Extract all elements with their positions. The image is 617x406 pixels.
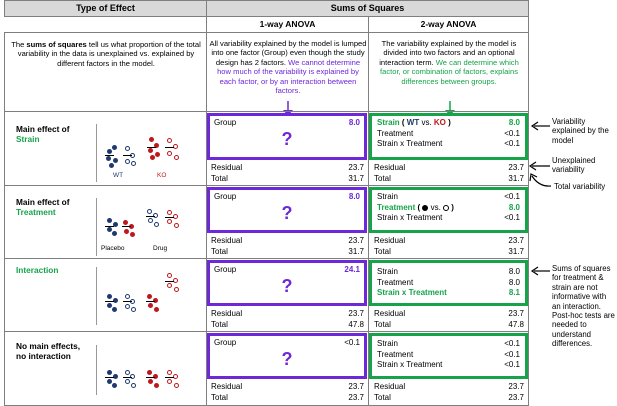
- dot: [174, 155, 179, 160]
- intro-1-post: tell us what proportion of the total variability in the data is unexplained vs. explained by different factors in the model.: [17, 40, 201, 68]
- total-line: [211, 174, 364, 185]
- dot: [167, 379, 172, 384]
- total-label: Total: [211, 246, 228, 256]
- mean-line: [105, 226, 114, 227]
- oneway-group-box-row3: [207, 260, 367, 306]
- row1-label-line2: Strain: [16, 134, 40, 144]
- residual-value: 23.7: [348, 236, 364, 245]
- treatment-value: 8.0: [508, 202, 520, 212]
- row3-label: [16, 265, 58, 275]
- strain-label: Strain: [377, 192, 398, 201]
- dot: [154, 222, 159, 227]
- dot: [131, 161, 136, 166]
- total-line: [374, 174, 524, 185]
- header-twoway: 2-way ANOVA: [420, 19, 477, 29]
- total-line: [374, 247, 524, 258]
- total-value: 47.8: [348, 319, 364, 329]
- dot: [167, 151, 172, 156]
- residual-label: Residual: [211, 236, 243, 245]
- dot: [112, 145, 117, 150]
- mean-line: [122, 226, 131, 227]
- dot: [125, 379, 130, 384]
- dot: [174, 383, 179, 388]
- row2-label: [16, 197, 69, 217]
- annotation-interaction-note: Sums of squares for treatment & strain are not informative with an interaction. Post-hoc tests are needed to understand differences.: [552, 264, 615, 349]
- group-label: Group: [214, 192, 237, 201]
- treatment-label: Treatment: [377, 349, 414, 359]
- dot: [107, 218, 112, 223]
- row2-label-line1: Main effect of: [16, 197, 70, 207]
- residual-value: 23.7: [508, 236, 524, 245]
- twoway-residual-row1: [374, 163, 524, 184]
- dot: [148, 148, 153, 153]
- intro-text-1: [8, 40, 204, 68]
- mean-line: [165, 217, 174, 218]
- total-value: 31.7: [348, 173, 364, 183]
- mean-line: [165, 281, 174, 282]
- dot: [167, 273, 172, 278]
- twoway-interaction-line: [377, 139, 520, 150]
- treatment-open: (: [415, 202, 423, 212]
- treatment-term: [377, 203, 454, 214]
- total-line: [211, 393, 364, 404]
- residual-line: [374, 163, 524, 174]
- question-mark: ?: [281, 348, 293, 369]
- interaction-label: Strain x Treatment: [377, 213, 443, 222]
- dot: [125, 370, 130, 375]
- mean-line: [123, 301, 132, 302]
- row2-label-line2: Treatment: [16, 207, 56, 217]
- residual-line: [211, 236, 364, 247]
- curved-arrow-icon-total: [527, 170, 553, 192]
- strain-ko: KO: [433, 118, 446, 127]
- group-value: 8.0: [348, 192, 360, 201]
- oneway-group-line: [214, 265, 360, 276]
- dotplot-row2: [96, 198, 197, 256]
- oneway-group-box-row4: [207, 333, 367, 379]
- dot: [124, 229, 129, 234]
- residual-label: Residual: [211, 309, 243, 318]
- twoway-interaction-line: [377, 213, 520, 224]
- strain-open: (: [399, 118, 407, 127]
- intro-1-pre: The: [11, 40, 27, 49]
- intro-1-bold: sums of squares: [26, 40, 87, 49]
- dot: [155, 152, 160, 157]
- residual-value: 23.7: [508, 382, 524, 391]
- total-line: [374, 393, 524, 404]
- row4-label-line2: no interaction: [16, 351, 71, 361]
- group-value: <0.1: [344, 338, 360, 347]
- question-mark: ?: [281, 275, 293, 296]
- strain-wt: WT: [406, 118, 420, 127]
- residual-line: [374, 382, 524, 393]
- total-value: 23.7: [348, 392, 364, 402]
- plot-label-ko: KO: [157, 172, 167, 179]
- dot: [147, 294, 152, 299]
- intro-2-black: All variability explained by the model is lumped into one factor (Group) even though the study design has 2 factors.: [209, 39, 367, 67]
- dot: [167, 283, 172, 288]
- total-label: Total: [211, 173, 228, 183]
- dot: [125, 159, 130, 164]
- annotation-explained: Variability explained by the model: [552, 117, 609, 145]
- dot: [107, 294, 112, 299]
- annotation-total: Total variability: [554, 182, 606, 191]
- mean-line: [123, 155, 132, 156]
- plot-label-placebo: Placebo: [101, 245, 125, 252]
- dot: [150, 155, 155, 160]
- total-value: 47.8: [508, 319, 524, 329]
- dotplot-row3: [96, 267, 197, 325]
- interaction-value: <0.1: [504, 360, 520, 369]
- twoway-treatment-line: [377, 350, 520, 361]
- dot: [107, 227, 112, 232]
- twoway-box-row3: [369, 260, 528, 306]
- residual-value: 23.7: [508, 309, 524, 318]
- twoway-box-row1: [369, 113, 528, 160]
- residual-label: Residual: [374, 309, 406, 318]
- twoway-strain-line: [377, 192, 520, 203]
- mean-line: [123, 377, 132, 378]
- interaction-label: Strain x Treatment: [377, 360, 443, 369]
- twoway-residual-row4: [374, 382, 524, 403]
- total-line: [211, 320, 364, 331]
- dot: [130, 232, 135, 237]
- twoway-box-row2: [369, 187, 528, 233]
- total-label: Total: [374, 319, 391, 329]
- group-value: 24.1: [344, 265, 360, 274]
- treatment-label: Treatment: [377, 128, 414, 138]
- dot: [167, 138, 172, 143]
- strain-value: 8.0: [508, 118, 520, 127]
- twoway-treatment-line: [377, 203, 520, 214]
- intro-text-2: [209, 39, 367, 95]
- oneway-group-line: [214, 192, 360, 203]
- dot: [147, 209, 152, 214]
- strain-term: [377, 118, 451, 129]
- mean-line: [105, 377, 114, 378]
- intro-3-black: The variability explained by the model is divided into two factors and an optional interaction term.: [379, 39, 517, 67]
- residual-line: [211, 163, 364, 174]
- dot: [167, 219, 172, 224]
- dot: [131, 307, 136, 312]
- twoway-residual-row2: [374, 236, 524, 257]
- group-value: 8.0: [348, 118, 360, 127]
- total-label: Total: [374, 246, 391, 256]
- mean-line: [146, 301, 155, 302]
- residual-value: 23.7: [508, 163, 524, 172]
- question-mark: ?: [281, 202, 293, 223]
- twoway-residual-row3: [374, 309, 524, 330]
- intro-text-3: [371, 39, 527, 86]
- left-arrow-icon-explained: [529, 121, 551, 131]
- dotplot-row4: [96, 345, 197, 395]
- total-line: [211, 247, 364, 258]
- dot: [107, 303, 112, 308]
- strain-value: 8.0: [508, 267, 520, 276]
- intro-3-green: We can determine which factor, or combination of factors, explains differences between groups.: [379, 57, 519, 86]
- mean-line: [146, 216, 155, 217]
- oneway-group-line: [214, 338, 360, 349]
- residual-label: Residual: [374, 382, 406, 391]
- question-mark: ?: [281, 128, 293, 149]
- dot: [154, 307, 159, 312]
- dot: [148, 379, 153, 384]
- residual-label: Residual: [211, 163, 243, 172]
- treatment-label: Treatment: [377, 202, 416, 212]
- oneway-group-line: [214, 118, 360, 129]
- total-value: 23.7: [508, 392, 524, 402]
- left-arrow-icon-interaction-note: [529, 266, 551, 276]
- strain-label: Strain: [377, 339, 398, 348]
- residual-label: Residual: [211, 382, 243, 391]
- mean-line: [165, 147, 174, 148]
- plot-label-drug: Drug: [153, 245, 168, 252]
- interaction-value: <0.1: [504, 139, 520, 148]
- dot: [112, 307, 117, 312]
- dot: [125, 304, 130, 309]
- dot: [125, 146, 130, 151]
- oneway-residual-row2: [211, 236, 364, 257]
- annotation-unexplained: Unexplained variability: [552, 156, 596, 175]
- twoway-treatment-line: [377, 129, 520, 140]
- dot: [174, 223, 179, 228]
- residual-line: [211, 309, 364, 320]
- dot: [148, 303, 153, 308]
- interaction-value: <0.1: [504, 213, 520, 222]
- oneway-residual-row4: [211, 382, 364, 403]
- header-type-of-effect: Type of Effect: [4, 0, 207, 17]
- dot: [109, 163, 114, 168]
- dot: [107, 370, 112, 375]
- twoway-strain-line: [377, 339, 520, 350]
- dot: [149, 137, 154, 142]
- dot: [112, 231, 117, 236]
- twoway-strain-line: [377, 267, 520, 278]
- dot: [113, 158, 118, 163]
- oneway-group-box-row1: [207, 113, 367, 160]
- total-value: 31.7: [508, 173, 524, 183]
- dot: [148, 218, 153, 223]
- residual-value: 23.7: [348, 382, 364, 391]
- dot: [167, 370, 172, 375]
- twoway-interaction-line: [377, 360, 520, 371]
- residual-label: Residual: [374, 236, 406, 245]
- dot: [107, 149, 112, 154]
- header-sums-of-squares: Sums of Squares: [206, 0, 529, 17]
- strain-vs: vs.: [419, 118, 434, 127]
- residual-value: 23.7: [348, 309, 364, 318]
- twoway-strain-line: [377, 118, 520, 129]
- interaction-label: Strain x Treatment: [377, 288, 447, 297]
- total-label: Total: [211, 319, 228, 329]
- mean-line: [105, 155, 114, 156]
- dot: [125, 294, 130, 299]
- strain-close: ): [445, 118, 451, 127]
- treatment-close: ): [449, 202, 454, 212]
- treatment-value: 8.0: [508, 277, 520, 287]
- group-label: Group: [214, 338, 237, 347]
- total-label: Total: [374, 173, 391, 183]
- row1-label-line1: Main effect of: [16, 124, 70, 134]
- total-label: Total: [374, 392, 391, 402]
- row4-label-line1: No main effects,: [16, 341, 81, 351]
- residual-line: [374, 236, 524, 247]
- dot: [167, 210, 172, 215]
- row1-label: [16, 124, 69, 144]
- group-label: Group: [214, 265, 237, 274]
- mean-line: [165, 377, 174, 378]
- interaction-value: 8.1: [508, 288, 520, 297]
- strain-value: <0.1: [504, 339, 520, 348]
- residual-line: [374, 309, 524, 320]
- dotplot-row1: [96, 124, 197, 182]
- interaction-label: Strain x Treatment: [377, 139, 443, 148]
- row3-label-line1: Interaction: [16, 265, 59, 275]
- total-value: 31.7: [508, 246, 524, 256]
- dot: [106, 156, 111, 161]
- total-value: 31.7: [348, 246, 364, 256]
- total-label: Total: [211, 392, 228, 402]
- header-oneway: 1-way ANOVA: [259, 19, 316, 29]
- strain-value: <0.1: [504, 192, 520, 201]
- mean-line: [147, 147, 156, 148]
- total-line: [374, 320, 524, 331]
- plot-label-wt: WT: [113, 172, 124, 179]
- oneway-residual-row3: [211, 309, 364, 330]
- strain-label: Strain: [377, 267, 398, 276]
- oneway-group-box-row2: [207, 187, 367, 233]
- dot: [123, 220, 128, 225]
- mean-line: [105, 301, 114, 302]
- treatment-vs: vs.: [428, 202, 444, 212]
- dot: [174, 287, 179, 292]
- dot: [154, 383, 159, 388]
- treatment-value: <0.1: [504, 128, 520, 138]
- row4-label: [16, 341, 80, 361]
- intro-2-purple: We cannot determine how much of the variability is explained by each factor, or by an interaction between factors.: [217, 57, 361, 96]
- residual-label: Residual: [374, 163, 406, 172]
- group-label: Group: [214, 118, 237, 127]
- twoway-interaction-line: [377, 288, 520, 299]
- residual-value: 23.7: [348, 163, 364, 172]
- residual-line: [211, 382, 364, 393]
- mean-line: [146, 377, 155, 378]
- dot: [112, 383, 117, 388]
- twoway-treatment-line: [377, 278, 520, 289]
- strain-label: Strain: [377, 118, 400, 127]
- twoway-box-row4: [369, 333, 528, 379]
- treatment-value: <0.1: [504, 349, 520, 359]
- dot: [107, 379, 112, 384]
- oneway-residual-row1: [211, 163, 364, 184]
- dot: [147, 370, 152, 375]
- treatment-label: Treatment: [377, 277, 414, 287]
- dot: [131, 383, 136, 388]
